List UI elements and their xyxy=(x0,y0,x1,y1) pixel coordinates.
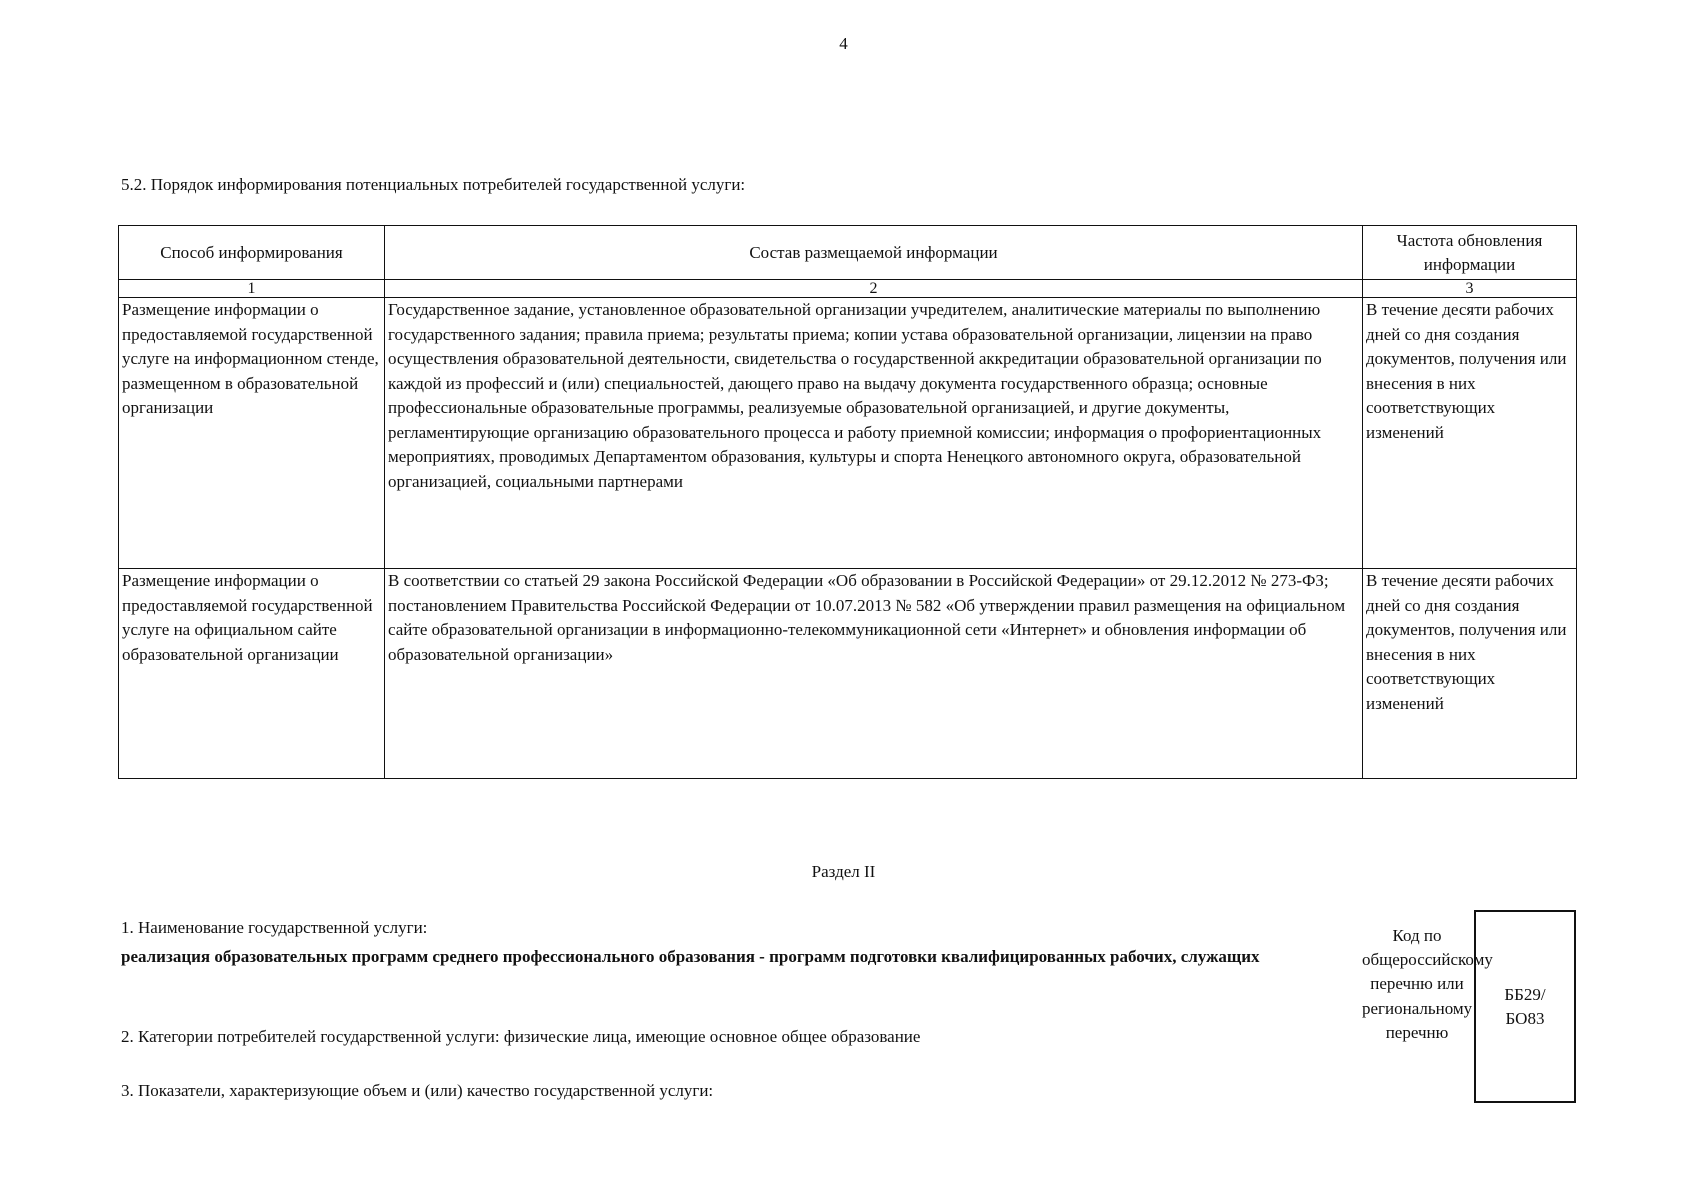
page-number: 4 xyxy=(839,34,848,53)
column-number-2: 2 xyxy=(385,280,1363,298)
row1-content: Государственное задание, установленное образовательной организации учредителем, аналитические материалы по выполнению государственного задания; правила приема; результаты приема; копии устава образовательной организации, лицензии на право осуществления образовательной деятельности, свидетельства о государственной аккредитации образовательной организации по каждой из профессий и (или) специальностей, дающего право на выдачу документа государственного образца; основные профессиональные образовательные программы, реализуемые образовательной организацией, и другие документы, регламентирующие организацию образовательного процесса и работу приемной комиссии; информация о профориентационных мероприятиях, проводимых Департаментом образования, культуры и спорта Ненецкого автономного округа, образовательной организацией, социальными партнерами xyxy=(385,298,1363,569)
column-number-row xyxy=(119,280,1577,298)
indicators-heading: 3. Показатели, характеризующие объем и (или) качество государственной услуги: xyxy=(121,1081,714,1100)
information-table xyxy=(118,225,1577,779)
header-content: Состав размещаемой информации xyxy=(385,226,1363,280)
table-row xyxy=(119,298,1577,569)
row2-frequency: В течение десяти рабочих дней со дня создания документов, получения или внесения в них соответствующих изменений xyxy=(1363,569,1577,779)
column-number-3: 3 xyxy=(1363,280,1577,298)
code-label: Код по общероссийскому перечню или региональному перечню xyxy=(1362,926,1493,1042)
service-name-value: реализация образовательных программ среднего профессионального образования - программ подготовки квалифицированных рабочих, служащих xyxy=(121,947,1260,966)
row2-content: В соответствии со статьей 29 закона Российской Федерации «Об образовании в Российской Федерации» от 29.12.2012 № 273-ФЗ; постановлением Правительства Российской Федерации от 10.07.2013 № 582 «Об утверждении правил размещения на официальном сайте образовательной организации в информационно-телекоммуникационной сети «Интернет» и обновления информации об образовательной организации» xyxy=(385,569,1363,779)
table-header-row xyxy=(119,226,1577,280)
section-heading: 5.2. Порядок информирования потенциальных потребителей государственной услуги: xyxy=(121,175,746,194)
header-frequency: Частота обновления информации xyxy=(1363,226,1577,280)
code-value: ББ29/ БО83 xyxy=(1504,984,1546,1028)
row1-method: Размещение информации о предоставляемой государственной услуге на информационном стенде, размещенном в образовательной организации xyxy=(119,298,385,569)
code-box xyxy=(1474,910,1576,1103)
table-row xyxy=(119,569,1577,779)
part-title: Раздел II xyxy=(811,862,876,881)
service-name-label: 1. Наименование государственной услуги: xyxy=(121,918,428,937)
row1-frequency: В течение десяти рабочих дней со дня создания документов, получения или внесения в них соответствующих изменений xyxy=(1363,298,1577,569)
row2-method: Размещение информации о предоставляемой государственной услуге на официальном сайте образовательной организации xyxy=(119,569,385,779)
consumer-categories: 2. Категории потребителей государственной услуги: физические лица, имеющие основное общее образование xyxy=(121,1027,921,1046)
column-number-1: 1 xyxy=(119,280,385,298)
header-method: Способ информирования xyxy=(119,226,385,280)
